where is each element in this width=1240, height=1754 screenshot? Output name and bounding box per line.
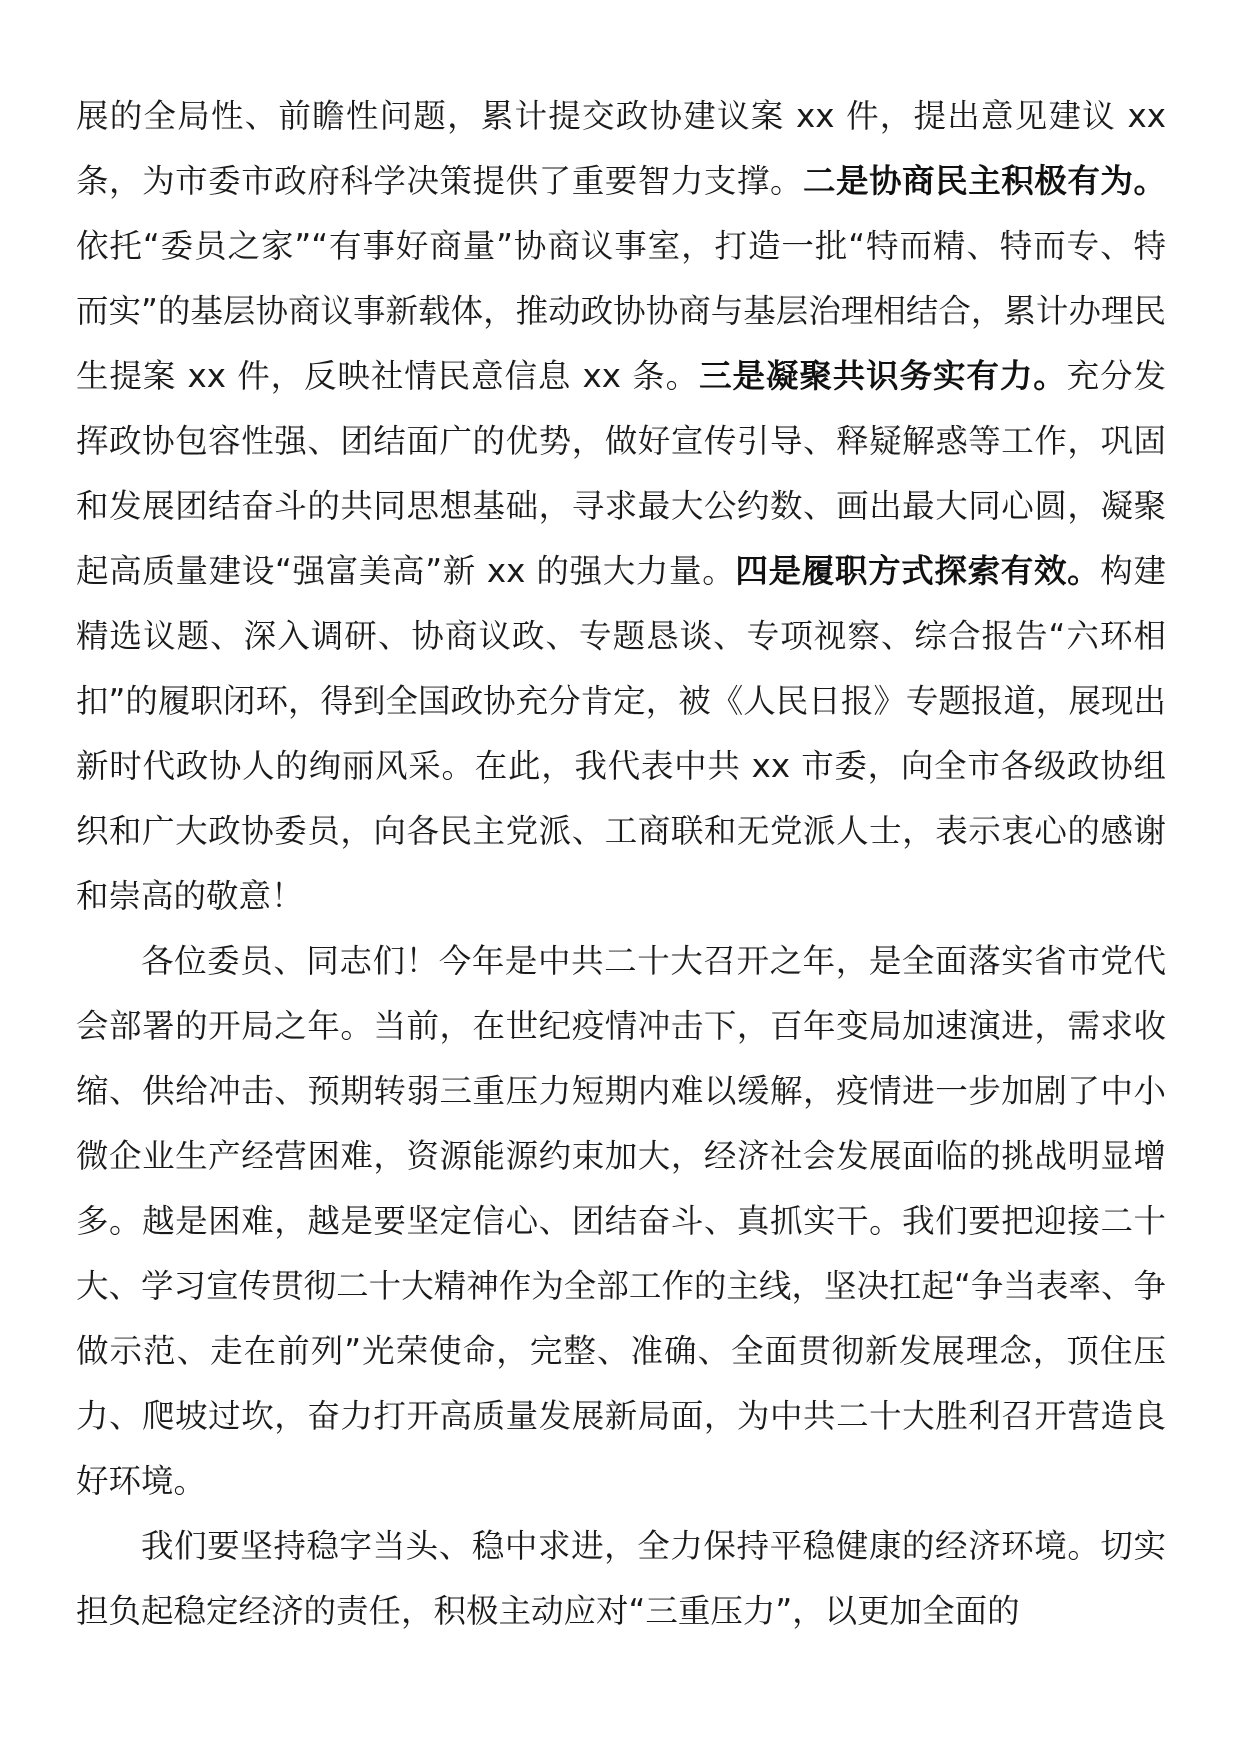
paragraph-3 — [76, 1514, 1166, 1644]
heading-duty-performance: 四是履职方式探索有效。 — [735, 552, 1101, 590]
paragraph-2 — [76, 929, 1166, 1514]
heading-building-consensus: 三是凝聚共识务实有力。 — [699, 357, 1067, 395]
paragraph-1-run-1: 展的全局性、前瞻性问题，累计提交政协建议案 xx 件，提出意见建议 xx 条，为市委市政府科学决策提供了重要智力支撑。 — [76, 97, 1166, 200]
paragraph-1 — [76, 84, 1166, 929]
paragraph-1-run-3: 依托“委员之家”“有事好商量”协商议事室，打造一批“特而精、特而专、特而实”的基层协商议事新载体，推动政协协商与基层治理相结合，累计办理民生提案 xx 件，反映社情民意信息 xx 条。 — [76, 227, 1166, 395]
document-body — [76, 84, 1166, 1644]
paragraph-1-run-5: 充分发挥政协包容性强、团结面广的优势，做好宣传引导、释疑解惑等工作，巩固和发展团结奋斗的共同思想基础，寻求最大公约数、画出最大同心圆，凝聚起高质量建设“强富美高”新 xx 的强大力量。 — [76, 357, 1166, 590]
heading-democratic-consultation: 二是协商民主积极有为。 — [803, 162, 1166, 200]
paragraph-2-run-1: 各位委员、同志们！今年是中共二十大召开之年，是全面落实省市党代会部署的开局之年。当前，在世纪疫情冲击下，百年变局加速演进，需求收缩、供给冲击、预期转弱三重压力短期内难以缓解，疫情进一步加剧了中小微企业生产经营困难，资源能源约束加大，经济社会发展面临的挑战明显增多。越是困难，越是要坚定信心、团结奋斗、真抓实干。我们要把迎接二十大、学习宣传贯彻二十大精神作为全部工作的主线，坚决扛起“争当表率、争做示范、走在前列”光荣使命，完整、准确、全面贯彻新发展理念，顶住压力、爬坡过坎，奋力打开高质量发展新局面，为中共二十大胜利召开营造良好环境。 — [76, 942, 1166, 1500]
paragraph-1-run-7: 构建精选议题、深入调研、协商议政、专题恳谈、专项视察、综合报告“六环相扣”的履职闭环，得到全国政协充分肯定，被《人民日报》专题报道，展现出新时代政协人的绚丽风采。在此，我代表中共 xx 市委，向全市各级政协组织和广大政协委员，向各民主党派、工商联和无党派人士，表示衷心的感谢和崇高的敬意！ — [76, 552, 1166, 915]
paragraph-3-run-1: 我们要坚持稳字当头、稳中求进，全力保持平稳健康的经济环境。切实担负起稳定经济的责任，积极主动应对“三重压力”，以更加全面的 — [76, 1527, 1166, 1630]
